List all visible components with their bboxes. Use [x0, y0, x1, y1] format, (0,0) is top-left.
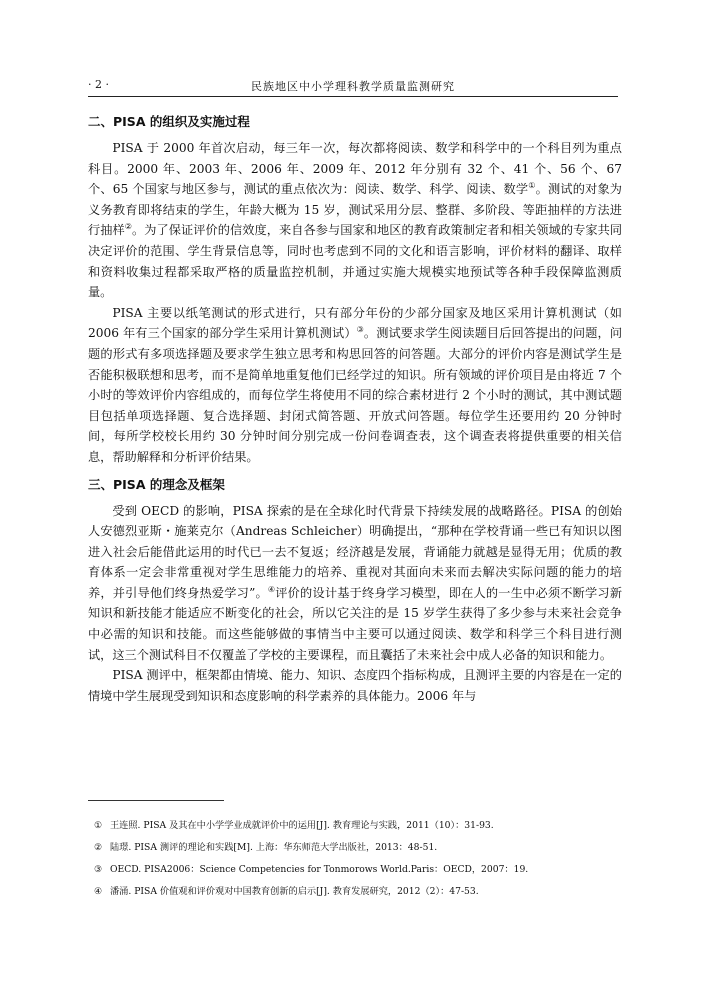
footnote-separator [88, 800, 224, 801]
page-number: · 2 · [88, 78, 109, 91]
paragraph [88, 665, 622, 706]
footnote [94, 864, 614, 876]
paragraph-text: 评价的设计基于终身学习模型，即在人的一生中必须不断学习新知识和新技能才能适应不断变化的社会，所以它关注的是 15 岁学生获得了多少参与未来社会竞争中必需的知识和技能。而这些能够做的事情当中主要可以通过阅读、数学和科学三个科目进行测试，这三个测试科目不仅覆盖了学校的主要课程，而且囊括了未来社会中成人必备的知识和能力。 [88, 585, 623, 662]
paragraph [88, 303, 622, 468]
paragraph-text: PISA 于 2000 年首次启动，每三年一次，每次都将阅读、数学和科学中的一个科目列为重点科目。2000 年、2003 年、2006 年、2009 年、2012 年分别有 32 个、41 个、56 个、67 个、65 个国家与地区参与，测试的重点依次为：阅读、数学、科学、阅读、数学 [88, 141, 622, 197]
section-heading-organization: 二、PISA 的组织及实施过程 [88, 114, 250, 129]
footnote-mark: ③ [94, 864, 103, 875]
footnote-mark: ② [94, 842, 103, 853]
paragraph-text: PISA 主要以纸笔测试的形式进行，只有部分年份的少部分国家及地区采用计算机测试（如 2006 年有三个国家的部分学生采用计算机测试） [88, 305, 622, 341]
header-title: 民族地区中小学理科教学质量监测研究 [251, 80, 455, 93]
section-heading-framework: 三、PISA 的理念及框架 [88, 476, 225, 492]
running-header [88, 78, 618, 96]
footnote-text: 王连照. PISA 及其在中小学学业成就评价中的运用[J]. 教育理论与实践，2011（10）：31-93. [110, 820, 494, 831]
footnote-ref: ③ [356, 325, 364, 335]
body-content [88, 112, 622, 706]
footnote [94, 886, 614, 898]
footnotes [94, 820, 614, 908]
paragraph-text: 。测试的对象为义务教育即将结束的学生，年龄大概为 15 岁，测试采用分层、整群、多阶段、等距抽样的方法进行抽样 [88, 182, 622, 238]
paragraph-text: PISA 测评中，框架都由情境、能力、知识、态度四个指标构成，且测评主要的内容是在一定的情境中学生展现受到知识和态度影响的科学素养的具体能力。2006 年与 [88, 668, 622, 703]
header-rule [88, 96, 618, 97]
paragraph [88, 138, 622, 303]
footnote-text: 潘涌. PISA 价值观和评价观对中国教育创新的启示[J]. 教育发展研究，2012（2）：47-53. [110, 886, 479, 897]
paragraph [88, 501, 622, 666]
paragraph-text: 受到 OECD 的影响，PISA 探索的是在全球化时代背景下持续发展的战略路径。PISA 的创始人安德烈亚斯・施莱克尔（Andreas Schleicher）明确提出，“那种在学校背诵一些已有知识以图进入社会后能借此运用的时代已一去不复返；经济越是发展，背诵能力就越是显得无用；优质的教育体系一定会非常重视对学生思维能力的培养、重视对其面向未来而去解决实际问题的能力的培养，并引导他们终身热爱学习”。 [88, 503, 622, 600]
footnote-text: 陆璟. PISA 测评的理论和实践[M]. 上海：华东师范大学出版社，2013：48-51. [110, 842, 438, 853]
footnote-mark: ④ [94, 886, 103, 897]
paragraph-text: 。测试要求学生阅读题目后回答提出的问题，问题的形式有多项选择题及要求学生独立思考和构思回答的问答题。大部分的评价内容是测试学生是否能积极联想和思考，而不是简单地重复他们已经学过的知识。所有领域的评价项目是由将近 7 个小时的等效评价内容组成的，而每位学生将使用不同的综合素材进行 2 个小时的测试，其中测试题目包括单项选择题、复合选择题、封闭式简答题、开放式问答题。每位学生还要用约 20 分钟时间，每所学校校长用约 30 分钟时间分别完成一份问卷调查表，这个调查表将提供重要的相关信息，帮助解释和分析评价结果。 [88, 326, 623, 464]
footnote [94, 820, 614, 832]
footnote-text: OECD. PISA2006：Science Competencies for Tonmorows World.Paris：OECD，2007：19. [110, 864, 529, 875]
footnote-ref: ② [124, 222, 133, 232]
footnote-ref: ④ [267, 584, 276, 594]
footnote-ref: ① [528, 181, 536, 191]
footnote-mark: ① [94, 820, 103, 831]
paragraph-text: 。为了保证评价的信效度，来自各参与国家和地区的教育政策制定者和相关领域的专家共同决定评价的范围、学生背景信息等，同时也考虑到不同的文化和语言影响，评价材料的翻译、取样和资料收集过程都采取严格的质量监控机制，并通过实施大规模实地预试等各种手段保障监测质量。 [88, 223, 623, 300]
footnote [94, 842, 614, 854]
